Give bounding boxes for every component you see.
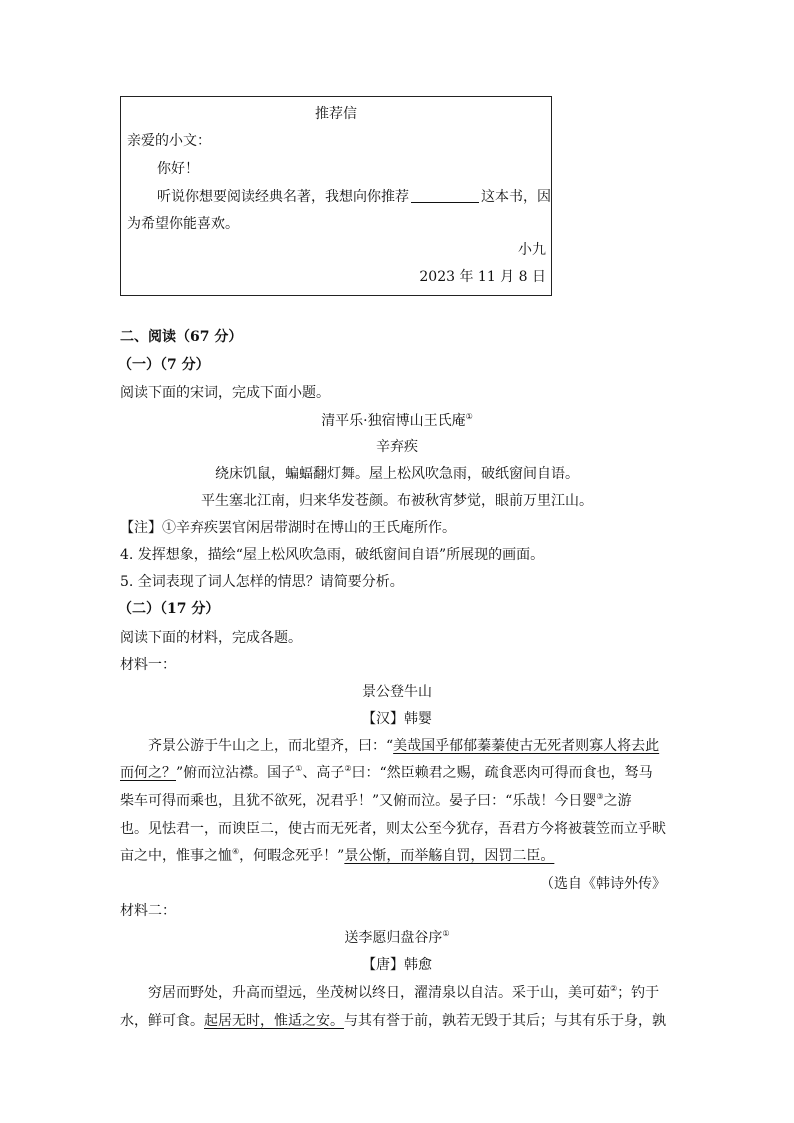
letter-title: 推荐信: [315, 106, 357, 122]
letter-body-line1: [157, 186, 551, 206]
material2-label: 材料二：: [120, 903, 176, 919]
material1-author: 【汉】韩婴: [362, 711, 432, 727]
letter-salutation: 亲爱的小文：: [127, 133, 211, 149]
part1-heading: （一）（7 分）: [118, 357, 210, 373]
material1-source: （选自《韩诗外传》: [540, 876, 666, 892]
letter-date: 2023 年 11 月 8 日: [419, 269, 546, 285]
material2-title: 送李愿归盘谷序①: [344, 929, 450, 946]
underlined-text: 而何之？: [120, 765, 176, 781]
underlined-text: 景公惭，而举觞自罚，因罚二臣。: [344, 848, 555, 864]
material1-line-5: 亩之中，惟事之恤④，何暇念死乎！”景公惭，而举觞自罚，因罚二臣。: [120, 847, 555, 864]
part2-instruction: 阅读下面的材料，完成各题。: [120, 630, 302, 646]
footnote-marker: ②: [610, 984, 618, 993]
material1-line-4: 也。见怯君一，而谀臣二，使古而无死者，则太公至今犹存，吾君方今将被蓑笠而立乎畎: [120, 821, 666, 837]
letter-body-line2: 为希望你能喜欢。: [127, 216, 239, 232]
poem-note: 【注】①辛弃疾罢官闲居带湖时在博山的王氏庵所作。: [120, 520, 456, 536]
footnote-marker: ①: [465, 412, 473, 421]
letter-body-post: 这本书，因: [481, 189, 551, 205]
answer-blank[interactable]: [411, 188, 479, 203]
section-heading: 二、阅读（67 分）: [120, 329, 243, 345]
poem-author: 辛弃疾: [376, 439, 418, 455]
footnote-marker: ②: [344, 764, 352, 773]
letter-body-pre: 听说你想要阅读经典名著，我想向你推荐: [157, 189, 409, 205]
letter-greeting: 你好！: [157, 161, 199, 177]
footnote-marker: ④: [232, 847, 240, 856]
material1-line-1: 齐景公游于牛山之上，而北望齐，曰：“美哉国乎郁郁蓁蓁使古无死者则寡人将去此: [148, 738, 660, 754]
material2-line-1: 穷居而野处，升高而望远，坐茂树以终日，濯清泉以自洁。采于山，美可茹②；钓于: [148, 984, 660, 1001]
poem-line-1: 绕床饥鼠，蝙蝠翻灯舞。屋上松风吹急雨，破纸窗间自语。: [215, 466, 579, 482]
material1-label: 材料一：: [120, 657, 176, 673]
material2-author: 【唐】韩愈: [362, 957, 432, 973]
material1-line-2: 而何之？”俯而泣沾襟。国子①、高子②曰：“然臣赖君之赐，疏食恶肉可得而食也，驽马: [120, 764, 653, 781]
part1-instruction: 阅读下面的宋词，完成下面小题。: [120, 385, 330, 401]
underlined-text: 起居无时，惟适之安。: [204, 1013, 344, 1029]
footnote-marker: ①: [442, 929, 450, 938]
underlined-text: 美哉国乎郁郁蓁蓁使古无死者则寡人将去此: [393, 738, 660, 754]
part2-heading: （二）（17 分）: [118, 601, 220, 617]
question-4: 4. 发挥想象，描绘“屋上松风吹急雨，破纸窗间自语”所展现的画面。: [120, 547, 545, 563]
material1-line-3: 柴车可得而乘也，且犹不欲死，况君乎！”又俯而泣。晏子曰：“乐哉！今日婴③之游: [120, 792, 632, 809]
question-5: 5. 全词表现了词人怎样的情思？请简要分析。: [120, 574, 404, 590]
footnote-marker: ③: [596, 792, 604, 801]
footnote-marker: ①: [295, 764, 303, 773]
poem-line-2: 平生塞北江南，归来华发苍颜。布被秋宵梦觉，眼前万里江山。: [201, 493, 593, 509]
material1-title: 景公登牛山: [362, 684, 432, 700]
poem-title: 清平乐·独宿博山王氏庵①: [321, 412, 473, 429]
material2-line-2: 水，鲜可食。起居无时，惟适之安。与其有誉于前，孰若无毁于其后；与其有乐于身，孰: [120, 1013, 666, 1029]
letter-signature: 小九: [518, 242, 546, 258]
